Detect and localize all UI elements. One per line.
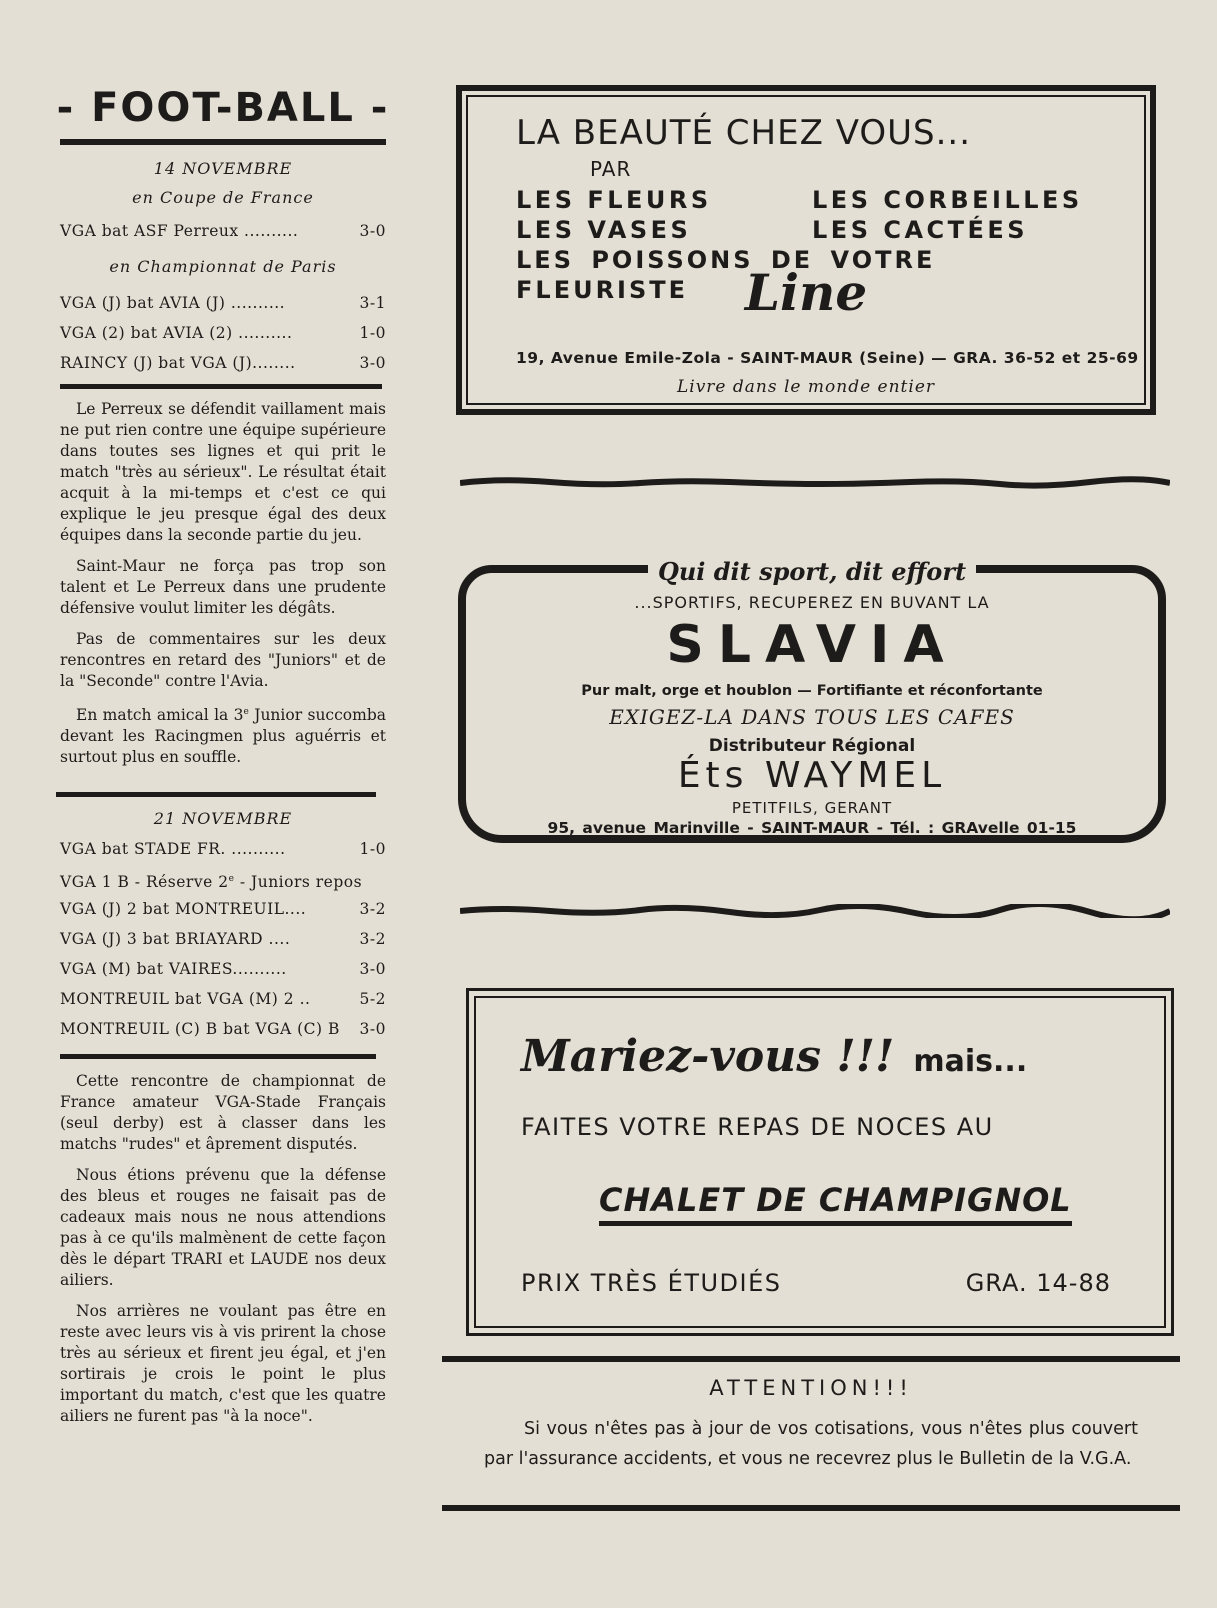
attention-title: ATTENTION!!! xyxy=(709,1376,913,1400)
report-paragraph: Saint-Maur ne força pas trop son talent et Le Perreux dans une prudente défensive voulut limiter les dégâts. xyxy=(60,557,386,617)
result-row xyxy=(56,894,390,924)
result-text: VGA (J) 2 bat MONTREUIL.... xyxy=(60,900,307,919)
result-text: VGA bat STADE FR. .......... xyxy=(60,840,286,859)
champ-results xyxy=(56,288,390,378)
result-text-part: VGA 1 B - Réserve 2 xyxy=(60,873,229,892)
result-text: VGA (M) bat VAIRES.......... xyxy=(60,960,287,979)
ad-company: Éts WAYMEL xyxy=(677,755,947,796)
ad-address: 95, avenue Marinville - SAINT-MAUR - Tél. : GRAvelle 01-15 xyxy=(547,819,1077,837)
date-nov14: 14 NOVEMBRE xyxy=(153,159,293,178)
ad-delivery: Livre dans le monde entier xyxy=(676,377,936,397)
report-paragraph: Cette rencontre de championnat de France amateur VGA-Stade Français (seul derby) est à classer dans les matchs "rudes" et âprement disputés. xyxy=(60,1072,386,1154)
ad-sportifs: ...SPORTIFS, RECUPEREZ EN BUVANT LA xyxy=(634,593,990,612)
result-text: VGA (J) bat AVIA (J) .......... xyxy=(60,294,286,312)
divider xyxy=(60,1054,376,1059)
divider xyxy=(60,139,386,145)
result-text: VGA bat ASF Perreux .......... xyxy=(60,222,299,240)
report-paragraph: Pas de commentaires sur les deux rencontres en retard des "Juniors" et de la "Seconde" contre l'Avia. xyxy=(60,630,386,690)
report-paragraph: Nous étions prévenu que la défense des bleus et rouges ne faisait pas de cadeaux mais nous ne nous attendions pas à ce qu'ils malmènent de cette façon dès le départ TRARI et LAUDE nos deux ailiers. xyxy=(60,1166,386,1290)
result-score: 3-2 xyxy=(359,900,386,919)
report-paragraph: Nos arrières ne voulant pas être en reste avec leurs vis à vis prirent la chose très au sérieux et firent jeu égal, et j'en sortirais je crois le point le plus important du match, c'est que les quatre ailiers ne furent pas "à la noce". xyxy=(60,1302,386,1426)
ad-headline: LA BEAUTÉ CHEZ VOUS... xyxy=(516,113,972,153)
divider xyxy=(56,792,376,797)
result-text: VGA (J) 3 bat BRIAYARD .... xyxy=(60,930,291,949)
product-item: LES CACTÉES xyxy=(812,216,1029,244)
divider xyxy=(442,1356,1180,1362)
tagline-text: Qui dit sport, dit effort xyxy=(648,557,976,586)
ad-exigez: EXIGEZ-LA DANS TOUS LES CAFES xyxy=(609,705,1015,729)
result-row xyxy=(56,318,390,348)
product-row xyxy=(516,185,1116,215)
coupe-label: en Coupe de France xyxy=(132,188,314,207)
football-title: - FOOT-BALL - xyxy=(56,85,390,131)
result-row xyxy=(56,834,390,864)
result-score: 3-0 xyxy=(359,354,386,372)
report-paragraph: Le Perreux se défendit vaillament mais ne put rien contre une équipe supérieure dans toutes ses lignes et qui prit le match "très au sérieux". Le résultat était acquit à la mi-temps et c'est ce qui explique le jeu presque égal des deux équipes dans la seconde partie du jeu. xyxy=(60,400,386,544)
result-row xyxy=(56,216,390,246)
brand-logo-chalet: CHALET DE CHAMPIGNOL xyxy=(599,1181,1072,1226)
mariez-headline: Mariez-vous !!! xyxy=(521,1031,895,1082)
product-row: LES POISSONS DE VOTRE FLEURISTE xyxy=(516,246,936,304)
result-score: 1-0 xyxy=(359,324,386,342)
ad-address: 19, Avenue Emile-Zola - SAINT-MAUR (Seine) — GRA. 36-52 et 25-69 xyxy=(516,349,1139,367)
result-text: VGA (2) bat AVIA (2) .......... xyxy=(60,324,293,342)
result-text: RAINCY (J) bat VGA (J)........ xyxy=(60,354,296,372)
divider xyxy=(60,384,382,389)
ad-par: PAR xyxy=(590,157,632,181)
result-text: MONTREUIL (C) B bat VGA (C) B xyxy=(60,1020,340,1039)
champ-label: en Championnat de Paris xyxy=(109,257,337,276)
product-item: LES FLEURS xyxy=(516,186,712,214)
result-score: 1-0 xyxy=(359,840,386,859)
ad-mariez xyxy=(521,1031,1027,1082)
ad-prix: PRIX TRÈS ÉTUDIÉS xyxy=(521,1269,782,1297)
wavy-divider xyxy=(460,904,1170,918)
result-row xyxy=(56,924,390,954)
nov21-results xyxy=(56,834,390,1044)
result-text xyxy=(60,864,362,897)
ad-faites: FAITES VOTRE REPAS DE NOCES AU xyxy=(521,1113,994,1141)
ad-fleuriste xyxy=(456,85,1156,415)
result-text: MONTREUIL bat VGA (M) 2 .. xyxy=(60,990,311,1009)
product-row xyxy=(516,215,1116,245)
amical-text-1: En match amical la 3 xyxy=(76,706,244,725)
mariez-mais: mais... xyxy=(913,1044,1028,1079)
product-grid xyxy=(516,185,1116,305)
ordinal-sup: e xyxy=(228,874,235,885)
result-score: 3-2 xyxy=(359,930,386,949)
brand-logo-slavia: SLAVIA xyxy=(666,615,958,675)
report-paragraph xyxy=(56,702,390,768)
attention-text: Si vous n'êtes pas à jour de vos cotisations, vous n'êtes plus couvert par l'assurance accidents, et vous ne recevrez plus le Bulletin de la V.G.A. xyxy=(484,1419,1138,1469)
ad-ingredients: Pur malt, orge et houblon — Fortifiante et réconfortante xyxy=(581,683,1043,699)
ad-tagline xyxy=(466,557,1158,586)
football-column xyxy=(56,85,390,1437)
result-row xyxy=(56,954,390,984)
result-row xyxy=(56,288,390,318)
result-row xyxy=(56,984,390,1014)
product-item: LES VASES xyxy=(516,216,692,244)
ad-distributeur: Distributeur Régional xyxy=(708,736,916,756)
wavy-divider xyxy=(460,476,1170,490)
coupe-results xyxy=(56,216,390,246)
date-nov21: 21 NOVEMBRE xyxy=(153,809,293,829)
amical-text-2: Junior succomba devant les Racingmen plus aguérris et surtout plus en souffle. xyxy=(60,706,386,767)
ad-gerant: PETITFILS, GERANT xyxy=(731,799,893,817)
ordinal-sup: e xyxy=(243,707,249,717)
result-score: 5-2 xyxy=(359,990,386,1009)
ad-phone: GRA. 14-88 xyxy=(965,1269,1111,1297)
result-score: 3-0 xyxy=(359,1020,386,1039)
result-score: 3-0 xyxy=(359,960,386,979)
result-row xyxy=(56,1014,390,1044)
divider xyxy=(442,1505,1180,1511)
result-row xyxy=(56,348,390,378)
result-text-part: - Juniors repos xyxy=(234,873,363,892)
product-item: LES CORBEILLES xyxy=(812,186,1083,214)
ad-chalet xyxy=(466,988,1174,1336)
result-row xyxy=(56,864,390,894)
result-score: 3-0 xyxy=(359,222,386,240)
result-score: 3-1 xyxy=(359,294,386,312)
ad-slavia xyxy=(458,557,1166,843)
brand-logo-line: Line xyxy=(744,263,868,322)
